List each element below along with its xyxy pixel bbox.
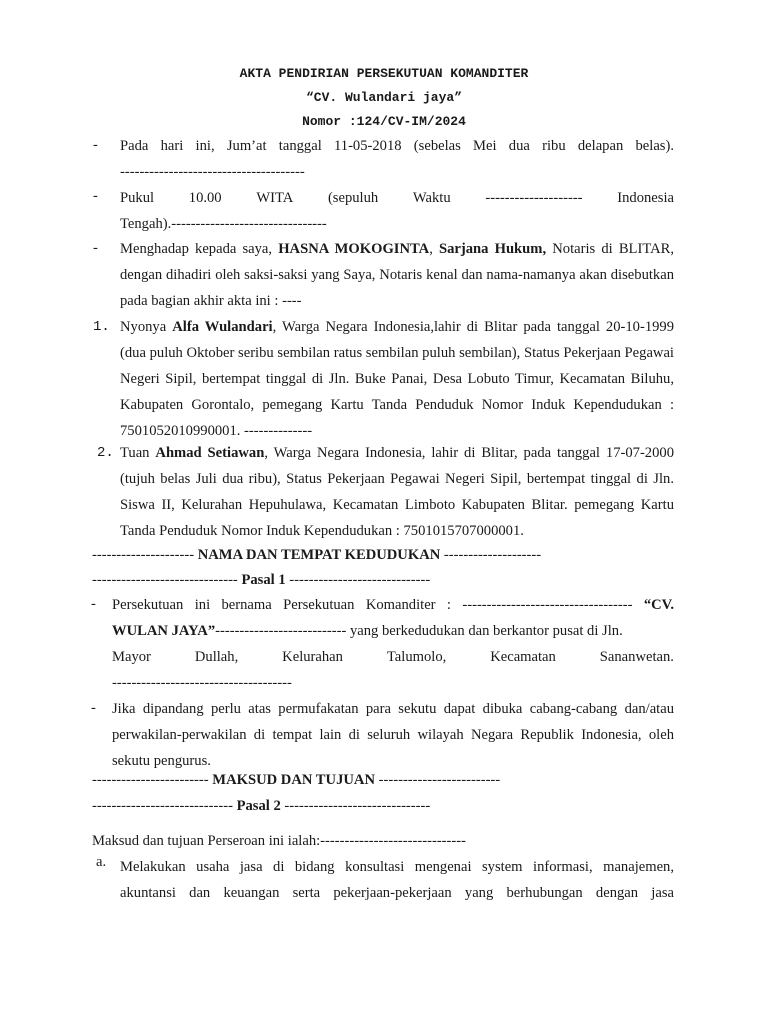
text: Nyonya xyxy=(120,319,173,335)
word: Waktu xyxy=(412,190,451,206)
word: Sananwetan. xyxy=(599,649,674,665)
person-1-paragraph xyxy=(120,314,674,444)
opening-item-1-line-1: Pada hari ini, Jum’at tanggal 11-05-2018 (sebelas Mei dua ribu delapan belas). xyxy=(120,138,674,154)
pasal-1-heading xyxy=(92,567,430,593)
pasal-1-item-2: Jika dipandang perlu atas permufakatan para sekutu dapat dibuka cabang-cabang dan/atau perwakilan-perwakilan di tempat lain di seluruh wilayah Negara Republik Indonesia, oleh sekutu pengurus. xyxy=(112,701,674,769)
text: , xyxy=(429,241,439,257)
word: Mayor xyxy=(112,649,151,665)
document-number: Nomor :124/CV-IM/2024 xyxy=(302,114,466,129)
bullet-dash: - xyxy=(91,596,96,612)
dashes: ------------------------------ xyxy=(92,572,242,588)
person-name: Ahmad Setiawan xyxy=(155,445,265,461)
pasal-label: Pasal 2 xyxy=(236,798,281,814)
word: Talumolo, xyxy=(386,649,447,665)
document-title: AKTA PENDIRIAN PERSEKUTUAN KOMANDITER xyxy=(239,66,529,81)
dashes: ----------------------------- xyxy=(285,572,431,588)
text: , Warga Negara Indonesia, lahir di Blitar, pada tanggal 17-07-2000 (tujuh belas Juli dua ribu), Status Pekerjaan Pegawai Negeri Sipil, bertempat tinggal di Jln. Siswa II, Kelurahan Hepuhulawa, Kecamatan Limboto Kabupaten Blitar. pemegang Kartu Tanda Penduduk Nomor Induk Kependudukan : 7501015707000001. xyxy=(120,445,674,539)
pasal-label: Pasal 1 xyxy=(241,572,286,588)
person-name: Alfa Wulandari xyxy=(172,319,273,335)
section-heading-1 xyxy=(92,542,541,568)
text: Tuan xyxy=(120,445,156,461)
list-number: 2. xyxy=(97,445,114,461)
pasal-1-item-1 xyxy=(112,592,674,644)
dashes: ------------------------ xyxy=(92,772,213,788)
pasal-2-item-a-line-1: Melakukan usaha jasa di bidang konsultasi mengenai system informasi, manajemen, xyxy=(120,859,674,875)
text: --------------------------- yang berkedudukan dan berkantor pusat di Jln. xyxy=(215,623,623,639)
text: Persekutuan ini bernama Persekutuan Komanditer : ----------------------------------- xyxy=(112,597,644,613)
word: Pukul xyxy=(120,190,155,206)
word: Kelurahan xyxy=(282,649,343,665)
notary-title: Sarjana Hukum, xyxy=(439,241,547,257)
dashes: ----------------------------- xyxy=(92,798,237,814)
dashes: --------------------- xyxy=(92,547,198,563)
notary-name: HASNA MOKOGINTA xyxy=(278,241,430,257)
text: , Warga Negara Indonesia,lahir di Blitar pada tanggal 20-10-1999 (dua puluh Oktober seribu sembilan ratus sembilan puluh sembilan), Status Pekerjaan Pegawai Negeri Sipil, bertempat tinggal di Jln. Buke Panai, Desa Lobuto Timur, Kecamatan Biluhu, Kabupaten Gorontalo, pemegang Kartu Tanda Penduduk Nomor Induk Kependudukan : 7501052010990001. -------------- xyxy=(120,319,675,439)
bullet-dash: - xyxy=(93,240,98,256)
company-name: “CV. WULAN JAYA” xyxy=(112,597,674,639)
word: WITA xyxy=(256,190,294,206)
heading-text: MAKSUD DAN TUJUAN xyxy=(212,772,375,788)
dashes: -------------------- xyxy=(440,547,542,563)
word: Dullah, xyxy=(194,649,239,665)
pasal-1-item-1-tail: ------------------------------------- xyxy=(112,675,292,691)
text: Menghadap kepada saya, xyxy=(120,241,279,257)
opening-item-1-line-2: -------------------------------------- xyxy=(120,164,305,180)
bullet-dash: - xyxy=(93,137,98,153)
opening-item-2-line-2: Tengah).-------------------------------- xyxy=(120,216,327,232)
word: -------------------- xyxy=(485,190,583,206)
word: Indonesia xyxy=(617,190,674,206)
section-heading-2 xyxy=(92,767,500,793)
pasal-2-intro: Maksud dan tujuan Perseroan ini ialah:------------------------------ xyxy=(92,833,466,849)
text: Notaris di BLITAR, dengan dihadiri oleh saksi-saksi yang Saya, Notaris kenal dan nama-namanya akan disebutkan pada bagian akhir akta ini : ---- xyxy=(120,241,674,309)
list-letter: a. xyxy=(96,854,107,870)
list-number: 1. xyxy=(93,319,110,335)
word: Kecamatan xyxy=(490,649,556,665)
pasal-2-item-a-line-2: akuntansi dan keuangan serta pekerjaan-pekerjaan yang berhubungan dengan jasa xyxy=(120,885,674,901)
pasal-2-heading xyxy=(92,793,430,819)
heading-text: NAMA DAN TEMPAT KEDUDUKAN xyxy=(197,547,441,563)
word: 10.00 xyxy=(188,190,222,206)
opening-item-3 xyxy=(120,236,674,314)
bullet-dash: - xyxy=(93,188,98,204)
bullet-dash: - xyxy=(91,700,96,716)
word: (sepuluh xyxy=(327,190,379,206)
document-subtitle: “CV. Wulandari jaya” xyxy=(305,90,463,105)
dashes: ------------------------- xyxy=(375,772,501,788)
pasal-1-item-1-address-line xyxy=(112,644,674,670)
opening-item-2-line-1 xyxy=(120,185,674,211)
dashes: ------------------------------ xyxy=(280,798,431,814)
person-2-paragraph xyxy=(120,440,674,544)
